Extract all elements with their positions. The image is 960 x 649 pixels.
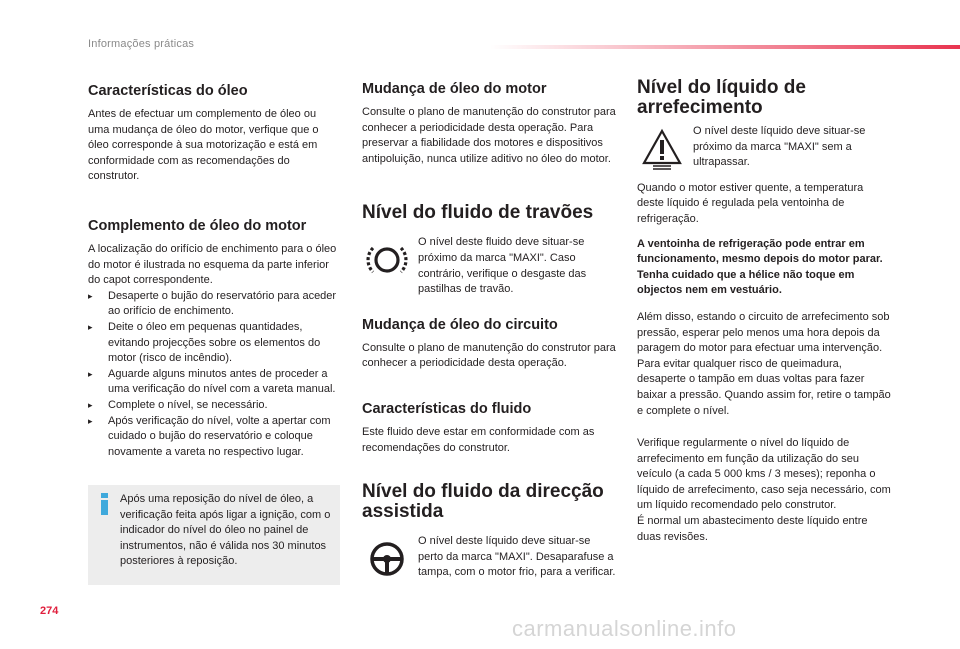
list-item: ▸ Após verificação do nível, volte a apertar com cuidado o bujão do reservatório e coloque novamente a vareta no respectivo lugar. [88, 414, 338, 461]
steering-wheel-icon [366, 538, 408, 580]
section-title-brake-fluid: Nível do fluido de travões [362, 202, 594, 224]
power-steering-text: O nível deste líquido deve situar-se perto da marca "MAXI". Desaparafuse a tampa, com o motor frio, para a verificar. [418, 535, 616, 579]
info-note-box [88, 485, 340, 585]
coolant-paragraph-4: Para evitar qualquer risco de queimadura, desaperte o tampão em duas voltas para fazer baixar a pressão. Quando assim for, retire o tampão e complete o nível. [637, 357, 891, 417]
coolant-warning-bold: A ventoinha de refrigeração pode entrar em funcionamento, mesmo depois do motor parar. Tenha cuidado que a hélice não toque em objectos nem em vestuário. [637, 237, 883, 297]
section-title-circuit-change: Mudança de óleo do circuito [362, 316, 558, 333]
coolant-paragraph-1: Quando o motor estiver quente, a temperatura deste líquido é regulada pela ventoinha de refrigeração. [637, 181, 864, 225]
info-icon [101, 493, 108, 515]
brake-fluid-text: O nível deste fluido deve situar-se próximo da marca "MAXI". Caso contrário, verifique o desgaste das pastilhas de travão. [418, 236, 587, 296]
section-text-oil-change: Consulte o plano de manutenção do construtor para conhecer a periodicidade desta operação. Para preservar a fiabilidade dos motores e dispositivos antipoluição, nunca utilize aditivo no óleo do motor. [362, 106, 616, 165]
oil-topup-steps [88, 289, 338, 461]
list-item: ▸ Deite o óleo em pequenas quantidades, evitando projecções sobre os elementos do motor (risco de incêndio). [88, 320, 338, 367]
coolant-row [637, 124, 892, 171]
coolant-paragraph-3: Além disso, estando o circuito de arrefecimento sob pressão, esperar pelo menos uma hora depois da paragem do motor para efectuar uma intervenção. [637, 310, 890, 355]
list-item: ▸ Desaperte o bujão do reservatório para aceder ao orifício de enchimento. [88, 289, 338, 320]
coolant-warning-icon [641, 128, 683, 170]
brake-fluid-row [362, 235, 617, 297]
column-left [88, 78, 338, 460]
page-header-title: Informações práticas [88, 38, 195, 50]
section-title-oil-topup: Complemento de óleo do motor [88, 217, 307, 234]
column-middle [362, 78, 617, 581]
power-steering-row [362, 534, 617, 581]
section-text-circuit-change: Consulte o plano de manutenção do construtor para conhecer a periodicidade desta operação. [362, 341, 616, 370]
list-item: ▸ Complete o nível, se necessário. [88, 398, 338, 414]
coolant-paragraph-6: É normal um abastecimento deste líquido entre duas revisões. [637, 515, 868, 543]
section-title-oil-change: Mudança de óleo do motor [362, 81, 547, 97]
section-title-power-steering: Nível do fluido da direcção assistida [362, 481, 604, 523]
section-text-fluid-characteristics: Este fluido deve estar em conformidade com as recomendações do construtor. [362, 425, 595, 454]
header-accent-bar [490, 45, 960, 49]
page-number: 274 [40, 605, 59, 617]
section-text-oil-topup: A localização do orifício de enchimento para o óleo do motor é ilustrada no esquema da parte inferior do capot correspondente. [88, 242, 337, 287]
section-title-coolant: Nível do líquido de arrefecimento [637, 77, 806, 118]
coolant-icon-text: O nível deste líquido deve situar-se próximo da marca "MAXI" sem a ultrapassar. [693, 125, 866, 169]
column-right [637, 78, 892, 545]
section-text-oil-characteristics: Antes de efectuar um complemento de óleo ou uma mudança de óleo do motor, verfique que o óleo corresponde à sua motorização e está em conformidade com as recomendações do construtor. [88, 108, 319, 183]
info-note-text: Após uma reposição do nível de óleo, a verificação feita após ligar a ignição, com o indicador do nível do óleo no painel de instrumentos, não é válida nos 30 minutos posteriores à reposição. [120, 493, 331, 568]
coolant-paragraph-5: Verifique regularmente o nível do líquido de arrefecimento em função da utilização do seu veículo (a cada 5 000 kms / 3 meses); reponha o líquido de arrefecimento, caso seja necessário, com um líquido recomendado pelo construtor. [637, 437, 891, 512]
list-item: ▸ Aguarde alguns minutos antes de proceder a uma verificação do nível com a vareta manual. [88, 367, 338, 398]
section-title-fluid-characteristics: Características do fluido [362, 400, 532, 417]
section-title-oil-characteristics: Características do óleo [88, 83, 248, 99]
watermark: carmanualsonline.info [512, 616, 737, 641]
brake-fluid-icon [366, 239, 408, 281]
